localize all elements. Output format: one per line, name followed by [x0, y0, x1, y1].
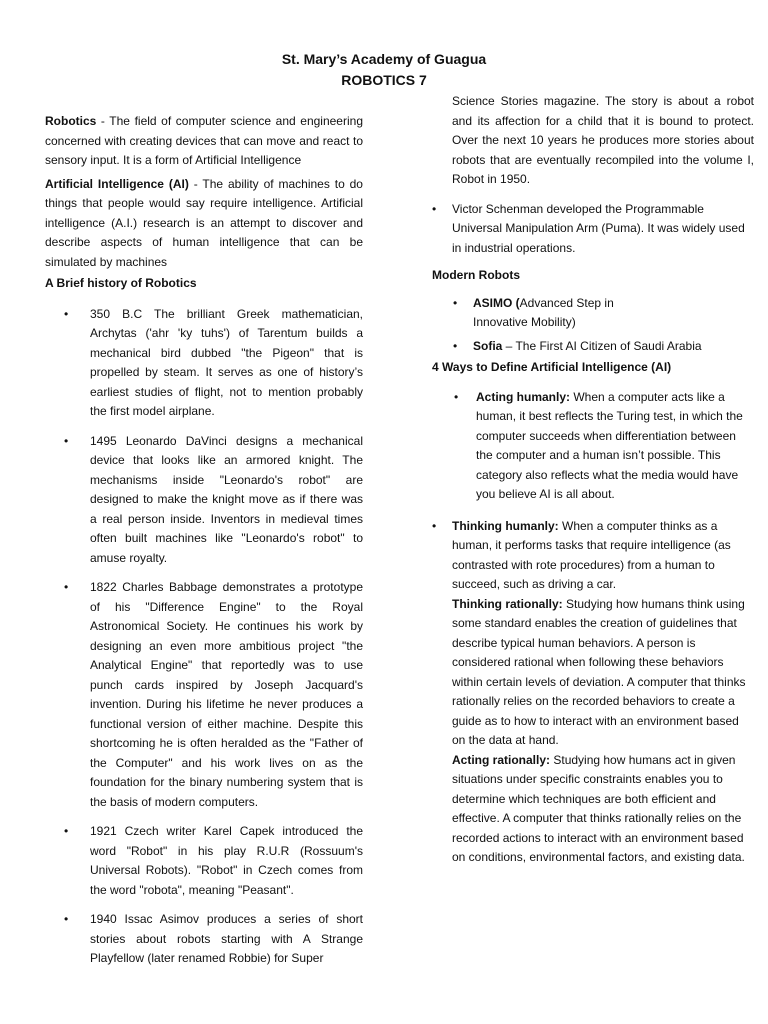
thinking-humanly-text: When a computer thinks as a human, it performs tasks that require intelligence (as contrasted with rote procedures) from a human to succeed, such as driving a car.: [452, 518, 731, 591]
way-thinking-humanly: [432, 517, 754, 595]
ways-heading: 4 Ways to Define Artificial Intelligence (AI): [432, 360, 672, 374]
right-column: [432, 92, 754, 868]
thinking-humanly-term: Thinking humanly:: [452, 518, 559, 533]
history-item-1495: • 1495 Leonardo DaVinci designs a mechanical device that looks like an armored knight. The mechanisms inside "Leonardo's robot" are designed to make the knight move as if there was a real person inside. Inventors in medieval times often built machines like "Leonardo's robot" to amuse royalty.: [45, 432, 363, 569]
ai-term: Artificial Intelligence (AI): [45, 176, 189, 191]
ways-list: [432, 388, 754, 505]
robotics-term: Robotics: [45, 114, 97, 128]
asimo-name: ASIMO (: [473, 295, 520, 310]
sofia-text: – The First AI Citizen of Saudi Arabia: [502, 338, 702, 353]
modern-robots-list: [432, 294, 754, 357]
history-item-1822: • 1822 Charles Babbage demonstrates a prototype of his "Difference Engine" to the Royal Astronomical Society. He continues his work by designing an even more ambitious project "the Analytical Engine" that reportedly was to use punch cards inspired by Joseph Jacquard's invention. During his lifetime he never produces a functional version of either machine. Despite this shortcoming he is often heralded as the "Father of the Computer" and his work lives on as the foundation for the binary numbering system that is the basis of modern computers.: [45, 578, 363, 812]
asimo-text: Advanced Step in: [519, 295, 614, 310]
subject-title: ROBOTICS 7: [341, 72, 427, 88]
modern-item-sofia: [432, 337, 754, 357]
left-column: [45, 112, 363, 979]
school-title: St. Mary’s Academy of Guagua: [281, 51, 487, 67]
acting-humanly-text: When a computer acts like a human, it best reflects the Turing test, in which the computer succeeds when differentiation between the computer and a human isn’t possible. This category also reflects what the media would have you believe AI is all about.: [476, 389, 743, 501]
history-item-1921: • 1921 Czech writer Karel Capek introduced the word "Robot" in his play R.U.R (Rossuum's Universal Robots). "Robot" in Czech comes from the word "robota", meaning "Peasant".: [45, 822, 363, 900]
acting-humanly-term: Acting humanly:: [476, 389, 571, 404]
history-list: [45, 305, 363, 969]
sofia-name: Sofia: [473, 338, 503, 353]
history-continuation: Science Stories magazine. The story is about a robot and its affection for a child that it is bound to protect. Over the next 10 years he produces more stories about robots that are eventually recompiled into the volume I, Robot in 1950.: [452, 94, 754, 186]
modern-item-asimo: [432, 294, 754, 333]
way-acting-rationally: [432, 751, 754, 868]
history-item-1940: • 1940 Issac Asimov produces a series of short stories about robots starting with A Strange Playfellow (later renamed Robbie) for Super: [45, 910, 363, 969]
way-thinking-rationally: [432, 595, 754, 751]
modern-robots-heading: Modern Robots: [432, 268, 520, 282]
robotics-text: - The field of computer science and engineering concerned with creating devices that can move and react to sensory input. It is a form of Artificial Intelligence: [45, 114, 363, 167]
thinking-list: [432, 517, 754, 595]
ai-text: - The ability of machines to do things that people would say require intelligence. Artificial intelligence (A.I.) research is an attempt to discover and describe aspects of human intelligence that can be simulated by machines: [45, 176, 363, 269]
puma-list: [432, 200, 754, 259]
acting-rationally-text: Studying how humans act in given situations under specific constraints enables you to determine which techniques are both efficient and effective. A computer that thinks rationally relies on the recorded actions to interact with an environment based on conditions, environmental factors, and existing data.: [452, 752, 745, 864]
acting-rationally-term: Acting rationally:: [452, 752, 551, 767]
asimo-text-2: Innovative Mobility): [473, 315, 576, 329]
way-acting-humanly: [432, 388, 754, 505]
robotics-definition: [45, 112, 363, 171]
history-item-puma: • Victor Schenman developed the Programmable Universal Manipulation Arm (Puma). It was widely used in industrial operations.: [432, 200, 754, 259]
thinking-rationally-text: Studying how humans think using some standard enables the creation of guidelines that describe typical human behaviors. A person is considered rational when following these behaviors within certain levels of deviation. A computer that thinks rationally relies on the recorded behaviors to create a guide as to how to interact with an environment based on the data at hand.: [452, 596, 746, 747]
history-heading: A Brief history of Robotics: [45, 276, 197, 290]
history-item-350bc: • 350 B.C The brilliant Greek mathematician, Archytas ('ahr 'ky tuhs') of Tarentum builds a mechanical bird dubbed "the Pigeon" that is propelled by steam. It serves as one of history’s earliest studies of flight, not to mention probably the first model airplane.: [45, 305, 363, 422]
ai-definition: [45, 175, 363, 273]
thinking-rationally-term: Thinking rationally:: [452, 596, 563, 611]
